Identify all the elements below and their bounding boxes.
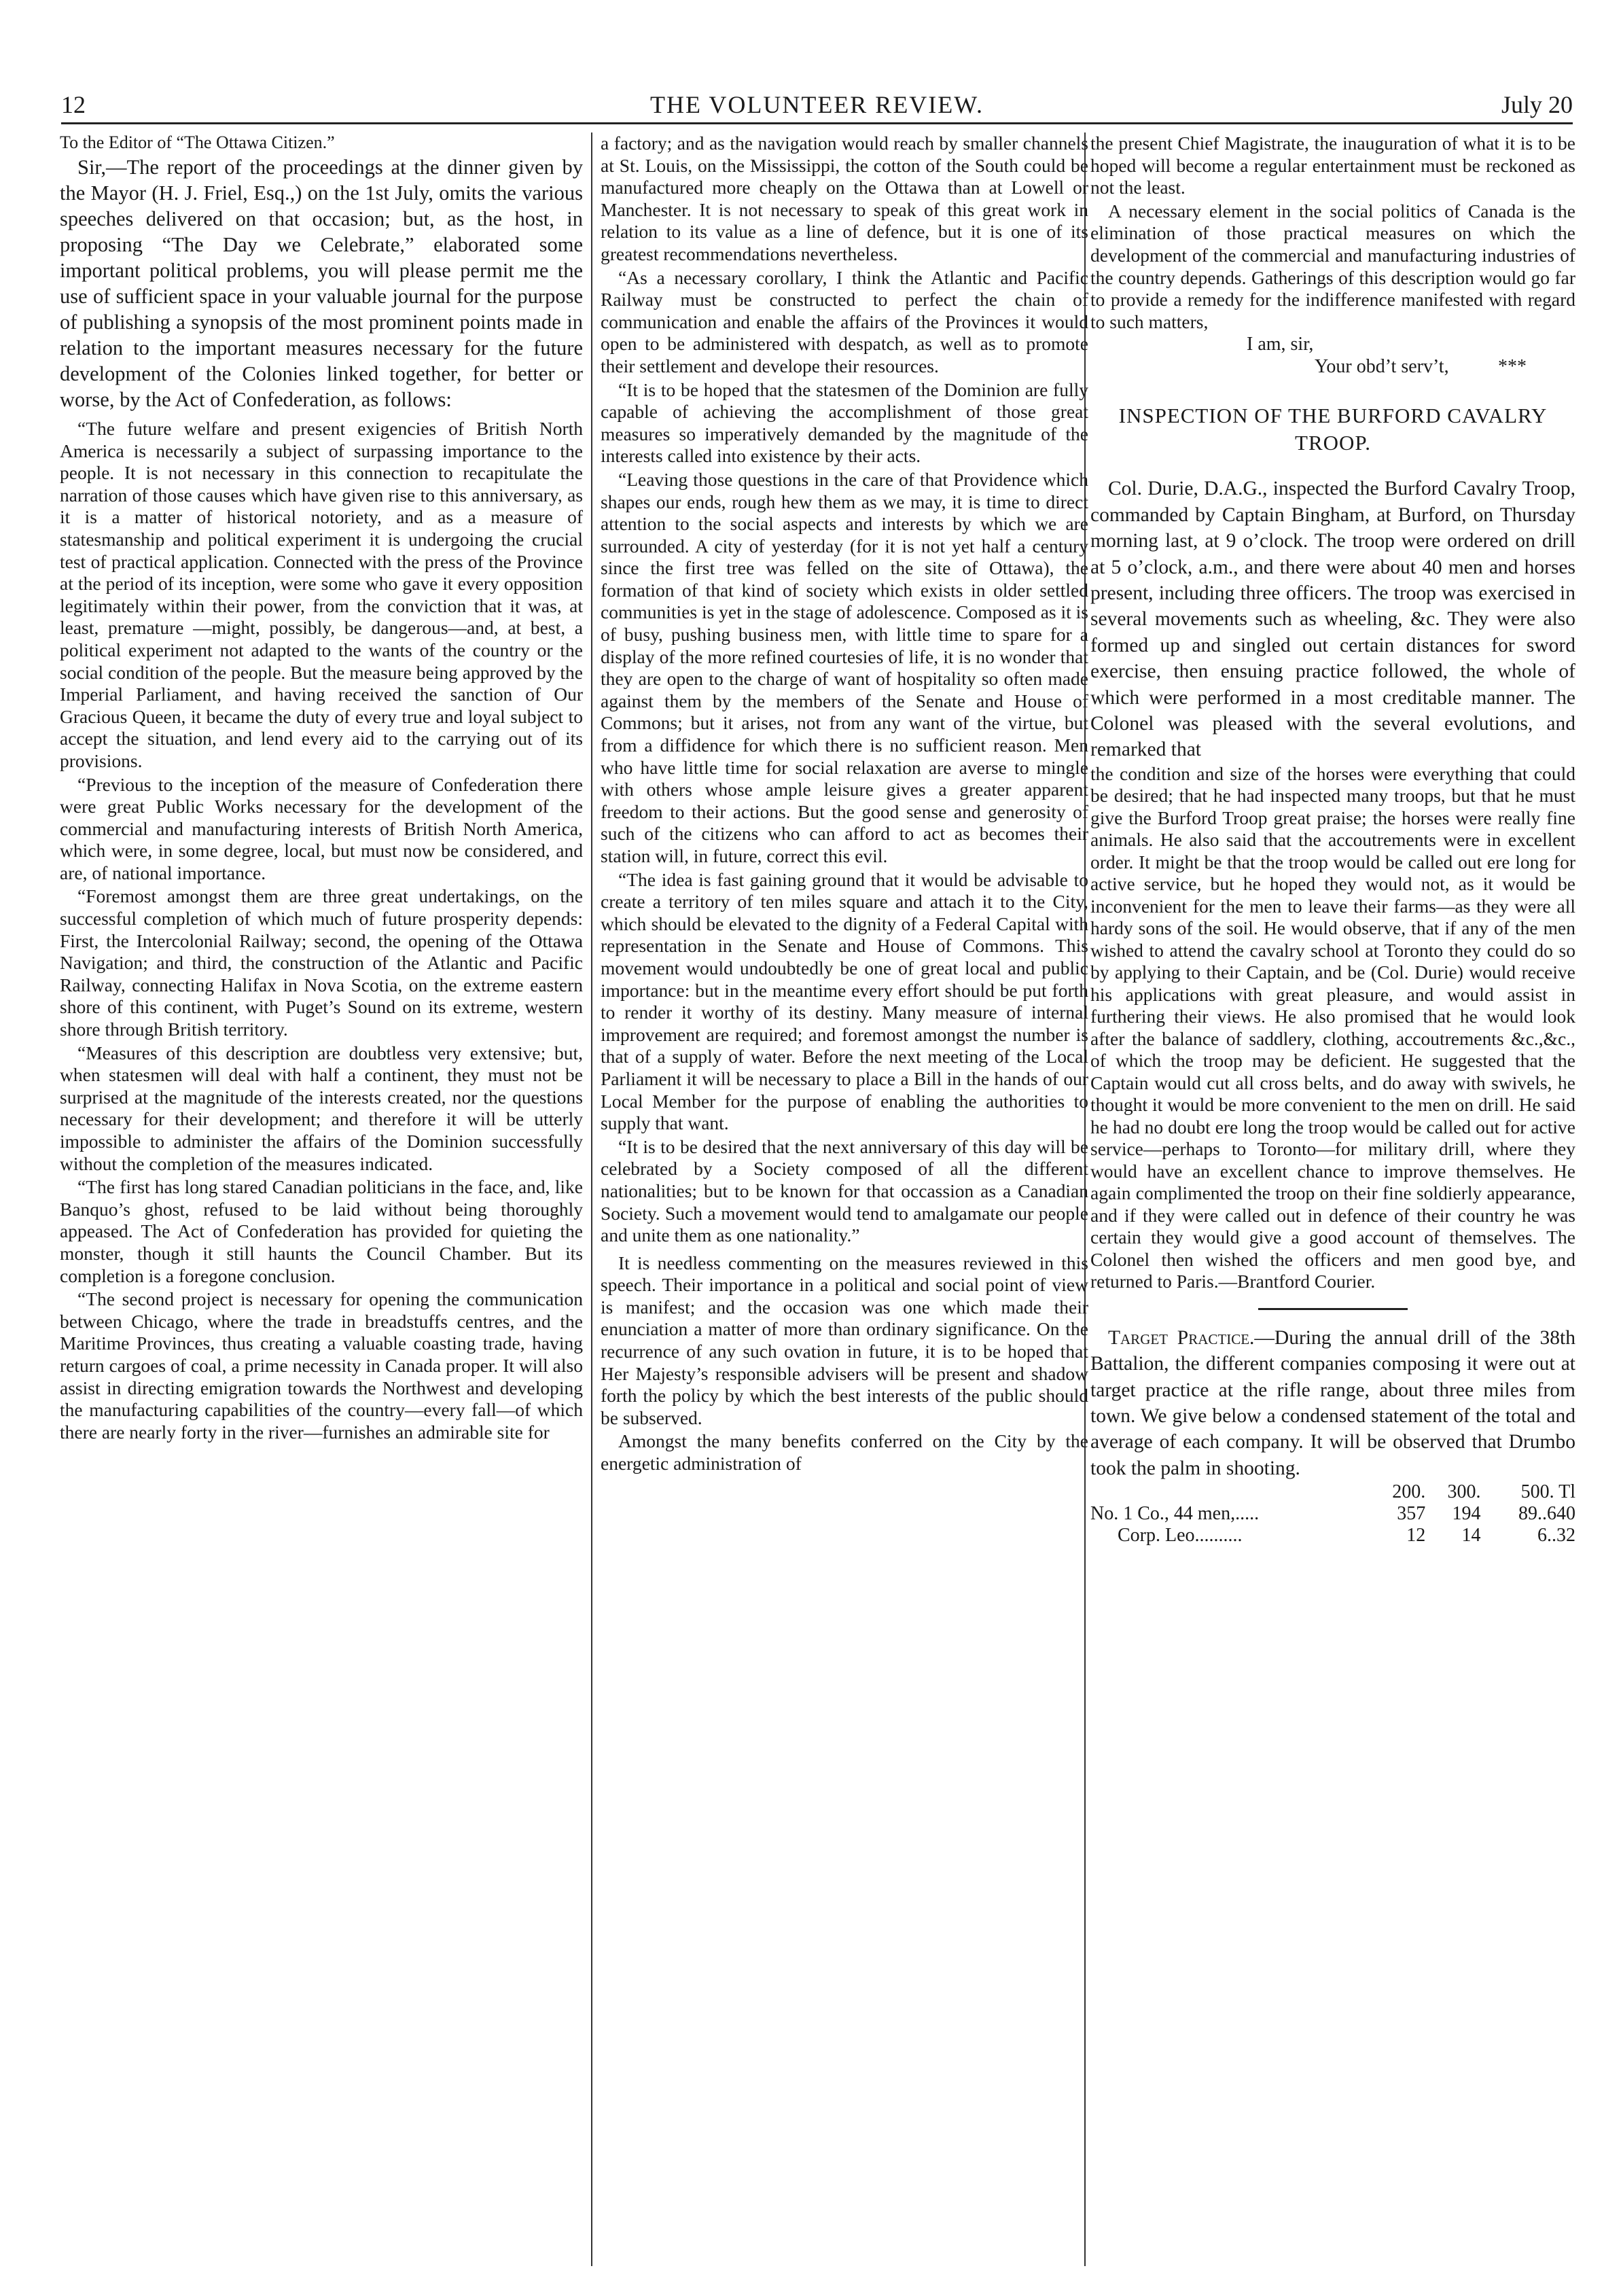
table-header-cell: 500. Tl [1520, 1481, 1575, 1503]
speech-paragraph: “Previous to the inception of the measure of Confederation there were great Public Works necessary for the development of the commercial and manufacturing interests of British North America, which were, in some degree, local, but must now be considered, and are, of national importance. [60, 773, 583, 883]
article-paragraph: Col. Durie, D.A.G., inspected the Burford Cavalry Troop, commanded by Captain Bingham, at Burford, on Thursday morning last, at 9 o’clock. The troop were ordered on drill at 5 o’clock, a.m., and there were about 40 men and horses present, including three officers. The troop was exercised in several movements such as wheeling, &c. They were also formed up and singled out certain distances for sword exercise, then ensuing practice followed, the whole of which were performed in a most creditable manner. The Colonel was pleased with the several evolutions, and remarked that [1090, 478, 1575, 761]
letter-paragraph: A necessary element in the social politics of Canada is the elimination of those practical measures on which the development of the commercial and manufacturing industries of the country depends. Gatherings of this description would go far to provide a remedy for the indifference manifested with regard to such matters, [1090, 200, 1575, 332]
publication-title: THE VOLUNTEER REVIEW. [650, 91, 984, 118]
target-practice-label: Target Practice. [1108, 1326, 1255, 1349]
page-header [61, 87, 1573, 124]
article-paragraph: the condition and size of the horses were everything that could be desired; that he had inspected many troops, but that he must give the Burford Troop great praise; the horses were really fine animals. He also said that the accoutrements were in excellent order. It might be that the troop would be called out ere long for active service, but he hoped they would not, as it would be inconvenient for the men to leave their farms—as they were all hardy sons of the soil. He would observe, that if any of the men wished to attend the cavalry school at Toronto they could do so by applying to their Captain, and be (Col. Durie) would receive his applications with great pleasure, and would assist in furthering their views. He also promised that he would look after the balance of saddlery, clothing, accoutrements &c.,&c., of which the troop may be deficient. He suggested that the Captain would cut all cross belts, and do away with swivels, he thought it would be more convenient to the men on drill. He said he had no doubt ere long the troop would be called out for active service—perhaps to Toronto—for military drill, where they would have an excellent chance to improve themselves. He again complimented the troop on their fine soldierly appearance, and if they were called out in defence of their country he was certain they would give a good account of themselves. The Colonel then wished the officers and men good bye, and returned to Paris.—Brantford Courier. [1090, 762, 1575, 1292]
letter-address: To the Editor of “The Ottawa Citizen.” [60, 133, 335, 152]
signature-mark: *** [1498, 356, 1527, 378]
issue-date: July 20 [1501, 91, 1573, 118]
table-cell: 89..640 [1518, 1503, 1575, 1525]
table-row [1090, 1525, 1575, 1547]
speech-paragraph: “Measures of this description are doubtless very extensive; but, when statesmen will deal with half a continent, they must not be surprised at the magnitude of the interests created, nor the questions necessary for their development; and therefore it will be utterly impossible to administer the affairs of the Dominion successfully without the completion of the measures indicated. [60, 1042, 583, 1174]
speech-paragraph: a factory; and as the navigation would reach by smaller channels at St. Louis, on the Mississippi, the cotton of the South could be manufactured more cheaply on the Ottawa than at Lowell or Manchester. It is not necessary to speak of this great work in relation to its value as a line of defence, but it is one of its greatest recommendations nevertheless. [601, 133, 1088, 264]
table-cell: 14 [1461, 1525, 1481, 1547]
table-cell: 357 [1397, 1503, 1426, 1525]
table-cell: 12 [1406, 1525, 1426, 1547]
table-cell: 194 [1452, 1503, 1481, 1525]
column-two [601, 133, 1088, 2259]
column-divider [591, 133, 592, 2266]
commentary-paragraph: It is needless commenting on the measures reviewed in this speech. Their importance in a political and social point of view is manifest; and the occasion was one which made their enunciation a matter of more than ordinary significance. On the recurrence of any such ovation in future, it is to be hoped that Her Majesty’s responsible advisers will be present and shadow forth the policy by which the best interests of the public should be subserved. [601, 1252, 1088, 1428]
score-table [1090, 1481, 1575, 1547]
column-one [60, 133, 583, 2259]
speech-paragraph: “It is to be desired that the next anniversary of this day will be celebrated by a Society composed of all the different nationalities; but to be known for that occassion as a Canadian Society. Such a movement would tend to amalgamate our people and unite them as one nationality.” [601, 1135, 1088, 1246]
page-number: 12 [61, 91, 86, 118]
table-row-label: No. 1 Co., 44 men,..... [1090, 1503, 1260, 1525]
speech-paragraph: “The future welfare and present exigencies of British North America is necessarily a subject of surpassing importance to the people. It is not necessary in this connection to recapitulate the narration of those causes which have given rise to this anniversary, as it is a matter of historical notoriety, and as a measure of statesmanship and political experiment it is undergoing the crucial test of practical application. Connected with the press of the Province at the period of its inception, were some who gave it every opposition legitimately within their power, from the conviction that it was, at least, premature —might, possibly, be dangerous—and, at best, a political experiment not adapted to the wants of the country or the social condition of the people. But the measure being approved by the Imperial Parliament, and having received the sanction of Our Gracious Queen, it became the duty of every true and loyal subject to accept the situation, and lend every aid to the carrying out of its provisions. [60, 418, 583, 771]
table-row [1090, 1503, 1575, 1525]
section-divider [1258, 1308, 1408, 1310]
speech-paragraph: “As a necessary corollary, I think the Atlantic and Pacific Railway must be constructed to perfect the chain of communication and enable the affairs of the Provinces it would open to be administered with despatch, as well as to promote their settlement and develope their resources. [601, 266, 1088, 376]
target-practice-paragraph [1090, 1325, 1575, 1481]
speech-paragraph: “The second project is necessary for opening the communication between Chicago, where the trade in breadstuffs centres, and the Maritime Provinces, thus creating a valuable coasting trade, having return cargoes of coal, a prime necessity in Canada proper. It will also assist in directing emigration towards the Northwest and developing the manufacturing capabilities of the country—every fall—of which there are nearly forty in the river—furnishes an admirable site for [60, 1288, 583, 1443]
table-row-label: Corp. Leo.......... [1118, 1525, 1243, 1547]
speech-paragraph: “The idea is fast gaining ground that it would be advisable to create a territory of ten miles square and attach it to the City, which should be elevated to the dignity of a Federal Capital with representation in the Senate and House of Commons. This movement would undoubtedly be one of great local and public importance: but in the meantime every effort should be put forth to render it worthy of its destiny. Many measure of internal improvement are required; and foremost amongst the number is that of a supply of water. Before the next meeting of the Local Parliament it will be necessary to place a Bill in the hands of our Local Member for the purpose of enabling the authorities to supply that want. [601, 868, 1088, 1134]
letter-lead-paragraph: Sir,—The report of the proceedings at the dinner given by the Mayor (H. J. Friel, Esq.,) on the 1st July, omits the various speeches delivered on that occasion; but, as the host, in proposing “The Day we Celebrate,” elaborated some important political problems, you will please permit me the use of sufficient space in your valuable journal for the purpose of publishing a synopsis of the most prominent points made in relation to the important measures necessary for the future development of the Colonies linked together, for better or worse, by the Act of Confederation, as follows: [60, 156, 583, 411]
speech-paragraph: “Leaving those questions in the care of that Providence which shapes our ends, rough hew them as we may, it is time to direct attention to the social aspects and interests by which we are surrounded. A city of yesterday (for it is not yet half a century since the first tree was felled on the site of Ottawa), the formation of that kind of society which exists in older settled communities is yet in the stage of adolescence. Composed as it is of busy, pushing business men, with little time to spare for a display of the more refined courtesies of life, it is no wonder that they are open to the charge of want of hospitality so often made against them by the members of the Senate and House of Commons; but it arises, not from any want of the virtue, but from a diffidence for which there is no sufficient reason. Men who have little time for social relaxation are averse to mingle with others whose ample leisure gives a greater apparent freedom to their actions. But the good sense and generosity of such of the citizens who can afford to act as becomes their station will, in future, correct this evil. [601, 468, 1088, 866]
speech-paragraph: “It is to be hoped that the statesmen of the Dominion are fully capable of achieving the accomplishment of those great measures so imperatively demanded by the magnitude of the interests called into existence by their acts. [601, 378, 1088, 467]
letter-signature: Your obd’t serv’t, [1315, 356, 1449, 378]
table-header-cell: 300. [1447, 1481, 1481, 1503]
letter-closing: I am, sir, [1247, 334, 1314, 355]
letter-signoff [1090, 333, 1575, 378]
table-header-cell: 200. [1392, 1481, 1426, 1503]
speech-paragraph: “Foremost amongst them are three great undertakings, on the successful completion of which much of future prosperity depends: First, the Intercolonial Railway; second, the opening of the Ottawa Navigation; and third, the construction of the Atlantic and Pacific Railway, connecting Halifax in Nova Scotia, on the extreme eastern shore of this continent, with Puget’s Sound on its extreme, western shore through British territory. [60, 885, 583, 1040]
commentary-paragraph: Amongst the many benefits conferred on the City by the energetic administration of [601, 1430, 1088, 1474]
speech-paragraph: “The first has long stared Canadian politicians in the face, and, like Banquo’s ghost, refused to be laid without being thoroughly appeased. The Act of Confederation has provided for quieting the monster, though it still haunts the Council Chamber. But its completion is a foregone conclusion. [60, 1176, 583, 1286]
article-heading: INSPECTION OF THE BURFORD CAVALRY TROOP. [1118, 404, 1548, 455]
table-cell: 6..32 [1537, 1525, 1575, 1547]
target-practice-text: —During the annual drill of the 38th Battalion, the different companies composing it were out at target practice at the rifle range, about three miles from town. We give below a condensed statement of the total and average of each company. It will be observed that Drumbo took the palm in shooting. [1090, 1326, 1575, 1479]
column-three [1090, 133, 1575, 2259]
table-header-row [1090, 1481, 1575, 1503]
letter-paragraph: the present Chief Magistrate, the inauguration of what it is to be hoped will become a regular entertainment must be reckoned as not the least. [1090, 133, 1575, 198]
